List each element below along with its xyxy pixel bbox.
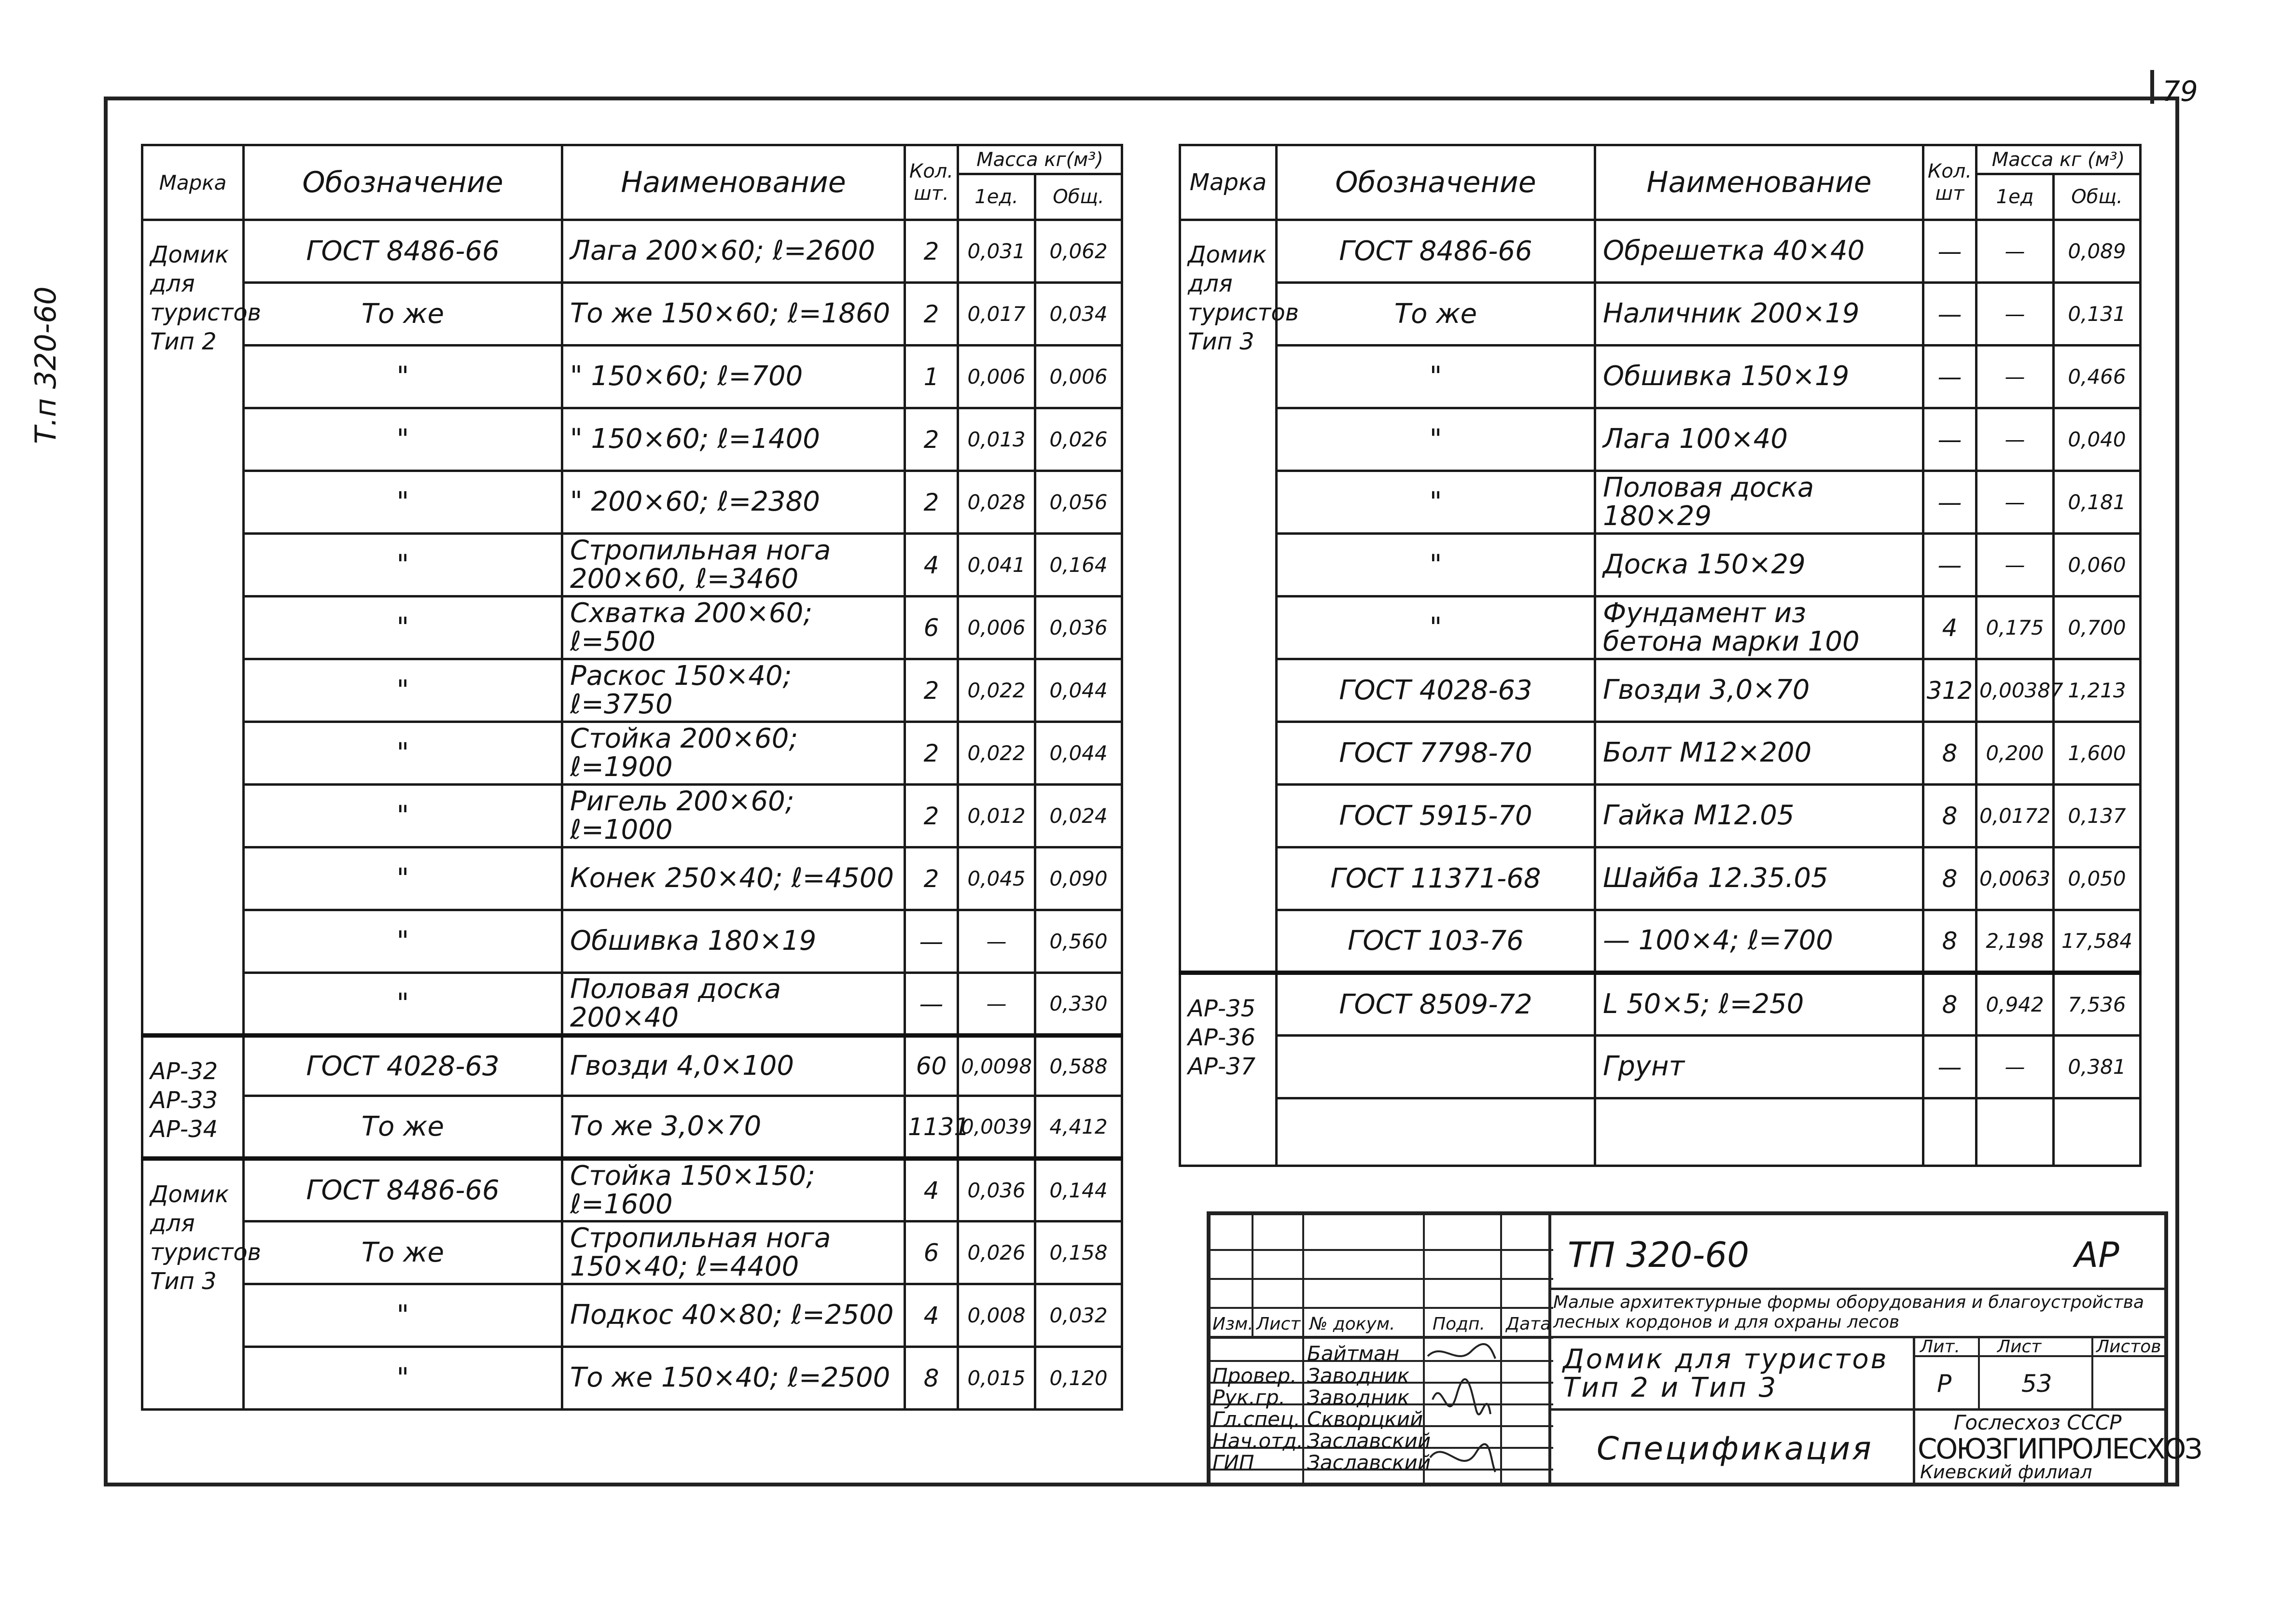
cell-qty: 4 — [1923, 597, 1977, 659]
cell-name: Фундамент из бетона марки 100 — [1595, 597, 1923, 659]
cell-qty: 1131 — [905, 1096, 958, 1159]
drawing-name: Спецификация — [1597, 1430, 1873, 1467]
cell-mass-total: 0,044 — [1035, 659, 1122, 722]
cell-qty: 8 — [1923, 847, 1977, 910]
sheet-mark: АР — [2074, 1235, 2119, 1275]
cell-mass-unit: 0,0172 — [1977, 785, 2054, 847]
cell-mass-total: 0,050 — [2054, 847, 2141, 910]
table-row — [142, 1221, 1122, 1284]
cell-qty: 2 — [905, 471, 958, 534]
cell-qty: 2 — [905, 408, 958, 471]
cell-mass-total: 1,213 — [2054, 659, 2141, 722]
cell-name: Ригель 200×60; ℓ=1000 — [562, 785, 905, 847]
table-row — [1180, 220, 2141, 283]
header-mass-unit: 1ед. — [958, 174, 1035, 220]
title-block — [1207, 1211, 2201, 1486]
cell-qty: — — [1923, 283, 1977, 346]
cell-qty: 4 — [905, 534, 958, 597]
header-mass: Масса кг(м³) — [958, 145, 1122, 174]
cell-mark: АР-32 АР-33 АР-34 — [142, 1036, 244, 1159]
cell-mass-unit: — — [1977, 534, 2054, 597]
cell-designation: " — [244, 346, 562, 408]
cell-name: То же 3,0×70 — [562, 1096, 905, 1159]
table-row — [1180, 471, 2141, 534]
cell-qty: 4 — [905, 1284, 958, 1347]
cell-name: Подкос 40×80; ℓ=2500 — [562, 1284, 905, 1347]
header-qty: Кол. шт. — [905, 145, 958, 220]
cell-mass-unit: 0,015 — [958, 1347, 1035, 1410]
cell-designation: " — [244, 471, 562, 534]
sheet-label: Лист — [1997, 1337, 2042, 1357]
person-zaslavsky-1: Заславский — [1307, 1429, 1431, 1453]
cell-mass-total: 0,036 — [1035, 597, 1122, 659]
cell-mark: Домик для туристов Тип 3 — [1180, 220, 1277, 973]
table-row — [142, 1096, 1122, 1159]
cell-qty: — — [1923, 534, 1977, 597]
cell-qty: 8 — [1923, 785, 1977, 847]
cell-qty: 8 — [905, 1347, 958, 1410]
cell-name: Раскос 150×40; ℓ=3750 — [562, 659, 905, 722]
cell-mass-total: 0,700 — [2054, 597, 2141, 659]
table-row — [142, 1036, 1122, 1096]
cell-qty: 8 — [1923, 973, 1977, 1036]
left-table-body — [142, 220, 1122, 1410]
table-row — [1180, 659, 2141, 722]
cell-name: Стропильная нога 200×60, ℓ=3460 — [562, 534, 905, 597]
cell-name: Лага 100×40 — [1595, 408, 1923, 471]
cell-qty: 2 — [905, 722, 958, 785]
cell-mass-total: 0,137 — [2054, 785, 2141, 847]
person-skvorcky: Скворцкий — [1307, 1407, 1423, 1431]
cell-name: Обрешетка 40×40 — [1595, 220, 1923, 283]
sheet-value: 53 — [2021, 1370, 2052, 1398]
cell-designation: " — [244, 722, 562, 785]
table-row — [1180, 283, 2141, 346]
cell-designation: ГОСТ 7798-70 — [1277, 722, 1595, 785]
header-mass-total: Общ. — [1035, 174, 1122, 220]
table-row — [1180, 722, 2141, 785]
cell-mass-unit: 2,198 — [1977, 910, 2054, 973]
side-document-code: Т.п 320-60 — [29, 286, 63, 444]
cell-mass-total: 7,536 — [2054, 973, 2141, 1036]
header-designation: Обозначение — [1277, 145, 1595, 220]
cell-mass-unit: 0,013 — [958, 408, 1035, 471]
cell-name: Доска 150×29 — [1595, 534, 1923, 597]
cell-mass-total: 0,089 — [2054, 220, 2141, 283]
doc-code: ТП 320-60 — [1568, 1235, 1750, 1275]
person-zavodnik-2: Заводник — [1307, 1386, 1410, 1409]
cell-designation: ГОСТ 103-76 — [1277, 910, 1595, 973]
cell-name: Конек 250×40; ℓ=4500 — [562, 847, 905, 910]
cell-name: " 200×60; ℓ=2380 — [562, 471, 905, 534]
col-header-date: Дата — [1506, 1314, 1551, 1334]
table-row — [1180, 408, 2141, 471]
cell-name: То же 150×40; ℓ=2500 — [562, 1347, 905, 1410]
col-header-sign: Подп. — [1433, 1314, 1485, 1334]
cell-name: Обшивка 180×19 — [562, 910, 905, 973]
cell-designation: " — [244, 534, 562, 597]
cell-qty: 2 — [905, 785, 958, 847]
role-nachotd: Нач.отд. — [1212, 1429, 1304, 1453]
cell-mass-unit: 0,026 — [958, 1221, 1035, 1284]
header-mass: Масса кг (м³) — [1977, 145, 2141, 174]
table-row — [142, 1347, 1122, 1410]
cell-name: Схватка 200×60; ℓ=500 — [562, 597, 905, 659]
cell-designation: " — [244, 408, 562, 471]
cell-designation: " — [1277, 597, 1595, 659]
header-name: Наименование — [562, 145, 905, 220]
cell-mass-total: 0,044 — [1035, 722, 1122, 785]
cell-designation: " — [244, 785, 562, 847]
cell-designation: То же — [244, 1096, 562, 1159]
cell-mark: Домик для туристов Тип 3 — [142, 1159, 244, 1410]
cell-mass-unit: 0,041 — [958, 534, 1035, 597]
header-qty: Кол. шт — [1923, 145, 1977, 220]
cell-designation: ГОСТ 8509-72 — [1277, 973, 1595, 1036]
cell-qty: — — [1923, 1036, 1977, 1098]
cell-mass-total: 0,181 — [2054, 471, 2141, 534]
cell-designation: То же — [244, 1221, 562, 1284]
cell-designation: " — [1277, 408, 1595, 471]
signatures-scribble — [1423, 1342, 1500, 1482]
cell-mass-unit: 0,006 — [958, 346, 1035, 408]
table-row — [142, 847, 1122, 910]
cell-designation: ГОСТ 8486-66 — [244, 1159, 562, 1221]
cell-mass-total: 0,090 — [1035, 847, 1122, 910]
cell-name: Стойка 150×150; ℓ=1600 — [562, 1159, 905, 1221]
cell-mass-unit: 0,045 — [958, 847, 1035, 910]
cell-qty: 2 — [905, 847, 958, 910]
header-mass-total: Общ. — [2054, 174, 2141, 220]
cell-qty: 60 — [905, 1036, 958, 1096]
cell-qty: 4 — [905, 1159, 958, 1221]
cell-name: Гайка М12.05 — [1595, 785, 1923, 847]
cell-mass-unit: — — [958, 910, 1035, 973]
cell-mass-unit: 0,022 — [958, 659, 1035, 722]
cell-mass-total: 0,144 — [1035, 1159, 1122, 1221]
cell-name: Гвозди 3,0×70 — [1595, 659, 1923, 722]
cell-designation: ГОСТ 11371-68 — [1277, 847, 1595, 910]
cell-name: Наличник 200×19 — [1595, 283, 1923, 346]
cell-name — [1595, 1098, 1923, 1166]
table-row — [142, 597, 1122, 659]
col-header-doc: № докум. — [1309, 1314, 1395, 1334]
cell-mass-unit: 0,00387 — [1977, 659, 2054, 722]
cell-mass-total: 1,600 — [2054, 722, 2141, 785]
cell-mass-unit: 0,175 — [1977, 597, 2054, 659]
cell-mass-total: 0,006 — [1035, 346, 1122, 408]
role-gip: ГИП — [1212, 1451, 1254, 1474]
table-row — [142, 973, 1122, 1036]
table-row — [1180, 910, 2141, 973]
cell-qty: — — [1923, 408, 1977, 471]
cell-qty: 2 — [905, 659, 958, 722]
cell-mass-unit: 0,012 — [958, 785, 1035, 847]
cell-mass-unit: — — [958, 973, 1035, 1036]
cell-mass-total: 0,131 — [2054, 283, 2141, 346]
cell-name: Грунт — [1595, 1036, 1923, 1098]
cell-designation: ГОСТ 4028-63 — [244, 1036, 562, 1096]
spec-table-right — [1179, 144, 2142, 1167]
spec-table-left — [141, 144, 1123, 1411]
cell-qty: 2 — [905, 283, 958, 346]
cell-mass-unit: 0,028 — [958, 471, 1035, 534]
cell-name: Половая доска 200×40 — [562, 973, 905, 1036]
cell-designation: " — [244, 1284, 562, 1347]
cell-name: Стропильная нога 150×40; ℓ=4400 — [562, 1221, 905, 1284]
cell-mass-unit: 0,008 — [958, 1284, 1035, 1347]
cell-mass-unit: 0,022 — [958, 722, 1035, 785]
cell-designation: То же — [244, 283, 562, 346]
table-row — [142, 1159, 1122, 1221]
cell-mass-unit: 0,017 — [958, 283, 1035, 346]
cell-name: " 150×60; ℓ=1400 — [562, 408, 905, 471]
table-row — [142, 346, 1122, 408]
cell-qty: — — [905, 973, 958, 1036]
header-name: Наименование — [1595, 145, 1923, 220]
cell-mass-unit: — — [1977, 1036, 2054, 1098]
cell-mass-total: 0,120 — [1035, 1347, 1122, 1410]
role-glspec: Гл.спец. — [1212, 1407, 1300, 1431]
cell-designation: ГОСТ 8486-66 — [244, 220, 562, 283]
cell-mass-total — [2054, 1098, 2141, 1166]
person-zaslavsky-2: Заславский — [1307, 1451, 1431, 1474]
table-row — [1180, 597, 2141, 659]
cell-mass-unit: 0,006 — [958, 597, 1035, 659]
cell-mass-unit: — — [1977, 471, 2054, 534]
cell-mass-unit — [1977, 1098, 2054, 1166]
table-row — [1180, 785, 2141, 847]
cell-mass-total: 4,412 — [1035, 1096, 1122, 1159]
cell-mass-total: 0,032 — [1035, 1284, 1122, 1347]
org-line-1: Гослесхоз СССР — [1954, 1411, 2122, 1434]
cell-mass-total: 0,024 — [1035, 785, 1122, 847]
cell-name: Гвозди 4,0×100 — [562, 1036, 905, 1096]
person-baytman: Байтман — [1307, 1342, 1400, 1365]
cell-mass-unit: — — [1977, 408, 2054, 471]
table-row — [142, 659, 1122, 722]
cell-designation: То же — [1277, 283, 1595, 346]
table-row — [142, 220, 1122, 283]
page-number: 79 — [2162, 75, 2198, 108]
cell-designation: " — [244, 910, 562, 973]
stage-value: Р — [1937, 1370, 1952, 1398]
role-prover: Провер. — [1212, 1364, 1297, 1388]
cell-qty: — — [1923, 220, 1977, 283]
cell-mass-total: 0,466 — [2054, 346, 2141, 408]
col-header-izm: Изм. — [1212, 1314, 1253, 1334]
org-line-2: СОЮЗГИПРОЛЕСХОЗ — [1918, 1432, 2201, 1465]
project-title: Малые архитектурные формы оборудования и благоустройства лесных кордонов и для охраны лесов — [1553, 1292, 2144, 1333]
cell-designation — [1277, 1036, 1595, 1098]
cell-mass-total: 0,330 — [1035, 973, 1122, 1036]
table-row — [142, 785, 1122, 847]
cell-mass-unit: 0,036 — [958, 1159, 1035, 1221]
table-row — [142, 471, 1122, 534]
cell-mass-total: 0,040 — [2054, 408, 2141, 471]
cell-name: " 150×60; ℓ=700 — [562, 346, 905, 408]
cell-name: То же 150×60; ℓ=1860 — [562, 283, 905, 346]
cell-designation: " — [1277, 534, 1595, 597]
header-mark: Марка — [1180, 145, 1277, 220]
header-mark: Марка — [142, 145, 244, 220]
cell-designation — [1277, 1098, 1595, 1166]
table-row — [142, 722, 1122, 785]
sheets-label: Листов — [2096, 1337, 2161, 1357]
cell-mass-total: 0,381 — [2054, 1036, 2141, 1098]
cell-qty: — — [905, 910, 958, 973]
cell-mass-unit: 0,942 — [1977, 973, 2054, 1036]
cell-qty: 8 — [1923, 722, 1977, 785]
frame-tick — [2150, 70, 2154, 104]
person-zavodnik-1: Заводник — [1307, 1364, 1410, 1388]
cell-qty — [1923, 1098, 1977, 1166]
cell-name: Шайба 12.35.05 — [1595, 847, 1923, 910]
table-row — [1180, 847, 2141, 910]
cell-mass-unit: 0,0039 — [958, 1096, 1035, 1159]
cell-qty: 6 — [905, 597, 958, 659]
table-row — [1180, 534, 2141, 597]
table-row — [142, 283, 1122, 346]
cell-name: L 50×5; ℓ=250 — [1595, 973, 1923, 1036]
table-row — [142, 408, 1122, 471]
cell-qty: 1 — [905, 346, 958, 408]
cell-qty: 312 — [1923, 659, 1977, 722]
cell-mass-total: 0,560 — [1035, 910, 1122, 973]
cell-designation: ГОСТ 4028-63 — [1277, 659, 1595, 722]
header-mass-unit: 1ед — [1977, 174, 2054, 220]
cell-designation: ГОСТ 8486-66 — [1277, 220, 1595, 283]
table-row — [1180, 973, 2141, 1036]
cell-designation: " — [244, 847, 562, 910]
table-row — [1180, 1098, 2141, 1166]
cell-mark: АР-35 АР-36 АР-37 — [1180, 973, 1277, 1166]
cell-designation: " — [244, 597, 562, 659]
cell-name: Половая доска 180×29 — [1595, 471, 1923, 534]
cell-designation: " — [244, 973, 562, 1036]
table-row — [1180, 346, 2141, 408]
cell-mass-total: 0,588 — [1035, 1036, 1122, 1096]
cell-designation: " — [244, 659, 562, 722]
cell-qty: 8 — [1923, 910, 1977, 973]
cell-mass-unit: 0,031 — [958, 220, 1035, 283]
cell-qty: 6 — [905, 1221, 958, 1284]
cell-name: Лага 200×60; ℓ=2600 — [562, 220, 905, 283]
stage-label: Лит. — [1920, 1337, 1960, 1357]
cell-mass-unit: 0,200 — [1977, 722, 2054, 785]
header-designation: Обозначение — [244, 145, 562, 220]
cell-qty: — — [1923, 346, 1977, 408]
right-table-body — [1180, 220, 2141, 1166]
object-title: Домик для туристов Тип 2 и Тип 3 — [1563, 1344, 1889, 1403]
cell-mass-total: 0,158 — [1035, 1221, 1122, 1284]
cell-designation: " — [244, 1347, 562, 1410]
cell-qty: — — [1923, 471, 1977, 534]
role-rukgr: Рук.гр. — [1212, 1386, 1285, 1409]
cell-name: Болт М12×200 — [1595, 722, 1923, 785]
cell-designation: " — [1277, 346, 1595, 408]
cell-mass-unit: 0,0098 — [958, 1036, 1035, 1096]
cell-mass-total: 0,060 — [2054, 534, 2141, 597]
cell-mass-unit: — — [1977, 283, 2054, 346]
cell-mass-unit: — — [1977, 346, 2054, 408]
cell-designation: " — [1277, 471, 1595, 534]
cell-mass-total: 0,034 — [1035, 283, 1122, 346]
cell-name: — 100×4; ℓ=700 — [1595, 910, 1923, 973]
cell-designation: ГОСТ 5915-70 — [1277, 785, 1595, 847]
cell-mass-total: 0,056 — [1035, 471, 1122, 534]
table-row — [142, 534, 1122, 597]
cell-mass-total: 17,584 — [2054, 910, 2141, 973]
cell-name: Стойка 200×60; ℓ=1900 — [562, 722, 905, 785]
cell-name: Обшивка 150×19 — [1595, 346, 1923, 408]
table-row — [142, 910, 1122, 973]
cell-qty: 2 — [905, 220, 958, 283]
col-header-list: Лист — [1256, 1314, 1301, 1334]
cell-mark: Домик для туристов Тип 2 — [142, 220, 244, 1036]
cell-mass-unit: 0,0063 — [1977, 847, 2054, 910]
org-line-3: Киевский филиал — [1920, 1461, 2092, 1483]
cell-mass-unit: — — [1977, 220, 2054, 283]
table-row — [1180, 1036, 2141, 1098]
cell-mass-total: 0,026 — [1035, 408, 1122, 471]
cell-mass-total: 0,062 — [1035, 220, 1122, 283]
cell-mass-total: 0,164 — [1035, 534, 1122, 597]
table-row — [142, 1284, 1122, 1347]
